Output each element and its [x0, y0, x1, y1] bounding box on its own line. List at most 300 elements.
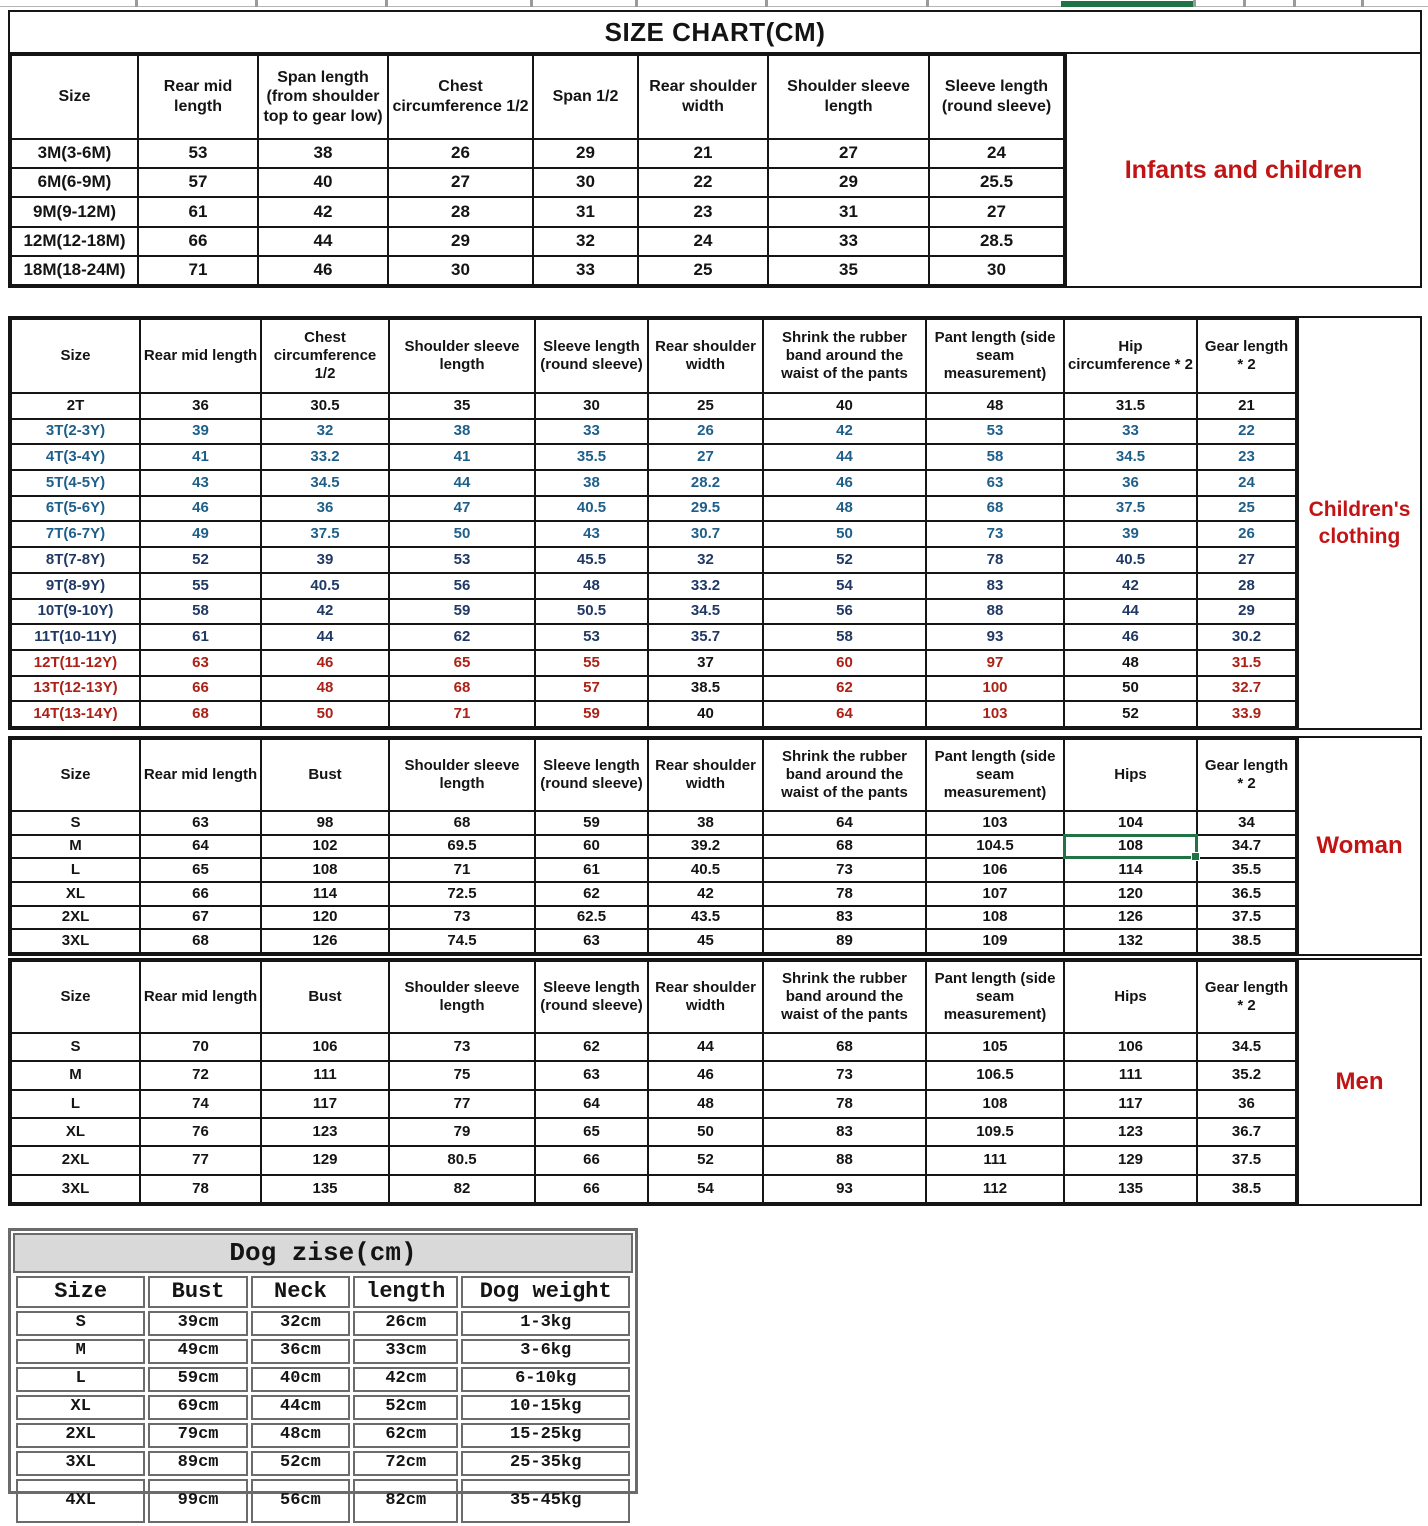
- value-cell[interactable]: 36: [1064, 470, 1197, 496]
- value-cell[interactable]: 31: [768, 197, 929, 226]
- value-cell[interactable]: 29: [533, 139, 638, 168]
- value-cell[interactable]: 123: [1064, 1118, 1197, 1146]
- value-cell[interactable]: 21: [1197, 393, 1296, 419]
- value-cell[interactable]: 23: [638, 197, 768, 226]
- value-cell[interactable]: 31: [533, 197, 638, 226]
- value-cell[interactable]: 103: [926, 811, 1064, 835]
- value-cell[interactable]: 46: [1064, 624, 1197, 650]
- value-cell[interactable]: 68: [763, 835, 926, 859]
- row-size-cell[interactable]: 12T(11-12Y): [11, 650, 140, 676]
- value-cell[interactable]: 58: [140, 599, 261, 625]
- row-size-cell[interactable]: 3XL: [16, 1451, 145, 1476]
- value-cell[interactable]: 107: [926, 882, 1064, 906]
- value-cell[interactable]: 62cm: [353, 1423, 458, 1448]
- column-header[interactable]: Dog weight: [461, 1276, 630, 1308]
- value-cell[interactable]: 109.5: [926, 1118, 1064, 1146]
- value-cell[interactable]: 78: [140, 1175, 261, 1203]
- row-size-cell[interactable]: 2XL: [11, 1146, 140, 1174]
- value-cell[interactable]: 61: [535, 858, 648, 882]
- value-cell[interactable]: 32: [648, 547, 763, 573]
- value-cell[interactable]: 33: [1064, 419, 1197, 445]
- value-cell[interactable]: 109: [926, 929, 1064, 953]
- row-size-cell[interactable]: XL: [11, 1118, 140, 1146]
- value-cell[interactable]: 35.7: [648, 624, 763, 650]
- value-cell[interactable]: 65: [389, 650, 535, 676]
- row-size-cell[interactable]: 3XL: [11, 929, 140, 953]
- woman-label[interactable]: Woman: [1297, 738, 1420, 954]
- value-cell[interactable]: 42: [648, 882, 763, 906]
- column-header[interactable]: Bust: [261, 739, 389, 811]
- value-cell[interactable]: 82: [389, 1175, 535, 1203]
- column-header[interactable]: Shoulder sleeve length: [389, 739, 535, 811]
- value-cell[interactable]: 31.5: [1064, 393, 1197, 419]
- value-cell[interactable]: 60: [535, 835, 648, 859]
- value-cell[interactable]: 28.5: [929, 227, 1064, 256]
- column-header[interactable]: Gear length * 2: [1197, 739, 1296, 811]
- value-cell[interactable]: 106: [926, 858, 1064, 882]
- column-header[interactable]: Size: [16, 1276, 145, 1308]
- value-cell[interactable]: 39cm: [148, 1311, 247, 1336]
- value-cell[interactable]: 39: [261, 547, 389, 573]
- value-cell[interactable]: 65: [140, 858, 261, 882]
- value-cell[interactable]: 64: [535, 1090, 648, 1118]
- value-cell[interactable]: 30.2: [1197, 624, 1296, 650]
- value-cell[interactable]: 64: [763, 701, 926, 727]
- value-cell[interactable]: 27: [768, 139, 929, 168]
- value-cell[interactable]: 48: [648, 1090, 763, 1118]
- value-cell[interactable]: 111: [926, 1146, 1064, 1174]
- value-cell[interactable]: 36: [140, 393, 261, 419]
- value-cell[interactable]: 33.9: [1197, 701, 1296, 727]
- column-header[interactable]: Span 1/2: [533, 55, 638, 139]
- value-cell[interactable]: 50: [648, 1118, 763, 1146]
- row-size-cell[interactable]: 12M(12-18M): [11, 227, 138, 256]
- row-size-cell[interactable]: 3M(3-6M): [11, 139, 138, 168]
- value-cell[interactable]: 35.5: [535, 444, 648, 470]
- column-header[interactable]: Chest circumference 1/2: [261, 319, 389, 393]
- value-cell[interactable]: 27: [1197, 547, 1296, 573]
- column-header[interactable]: Rear mid length: [138, 55, 258, 139]
- value-cell[interactable]: 106: [261, 1033, 389, 1061]
- value-cell[interactable]: 66: [138, 227, 258, 256]
- value-cell[interactable]: 46: [763, 470, 926, 496]
- value-cell[interactable]: 36: [261, 496, 389, 522]
- value-cell[interactable]: 54: [648, 1175, 763, 1203]
- value-cell[interactable]: 37.5: [1197, 906, 1296, 930]
- value-cell[interactable]: 47: [389, 496, 535, 522]
- value-cell[interactable]: 43.5: [648, 906, 763, 930]
- column-header[interactable]: Sleeve length (round sleeve): [535, 319, 648, 393]
- row-size-cell[interactable]: 2T: [11, 393, 140, 419]
- value-cell[interactable]: 49: [140, 521, 261, 547]
- row-size-cell[interactable]: XL: [11, 882, 140, 906]
- value-cell[interactable]: 26: [388, 139, 533, 168]
- value-cell[interactable]: 79: [389, 1118, 535, 1146]
- value-cell[interactable]: 62: [763, 676, 926, 702]
- value-cell[interactable]: 62.5: [535, 906, 648, 930]
- value-cell[interactable]: 82cm: [353, 1479, 458, 1523]
- row-size-cell[interactable]: 8T(7-8Y): [11, 547, 140, 573]
- value-cell[interactable]: 50: [763, 521, 926, 547]
- value-cell[interactable]: 104.5: [926, 835, 1064, 859]
- column-header[interactable]: Neck: [251, 1276, 350, 1308]
- value-cell[interactable]: 50.5: [535, 599, 648, 625]
- value-cell[interactable]: 33.2: [261, 444, 389, 470]
- value-cell[interactable]: 117: [261, 1090, 389, 1118]
- value-cell[interactable]: 80.5: [389, 1146, 535, 1174]
- value-cell[interactable]: 62: [535, 1033, 648, 1061]
- value-cell[interactable]: 67: [140, 906, 261, 930]
- column-header[interactable]: Size: [11, 739, 140, 811]
- value-cell[interactable]: 34.5: [261, 470, 389, 496]
- column-header[interactable]: Span length (from shoulder top to gear low): [258, 55, 388, 139]
- value-cell[interactable]: 114: [261, 882, 389, 906]
- column-header[interactable]: Sleeve length (round sleeve): [535, 961, 648, 1033]
- value-cell[interactable]: 44: [1064, 599, 1197, 625]
- value-cell[interactable]: 29.5: [648, 496, 763, 522]
- column-header[interactable]: Shoulder sleeve length: [389, 319, 535, 393]
- value-cell[interactable]: 61: [138, 197, 258, 226]
- value-cell[interactable]: 39.2: [648, 835, 763, 859]
- value-cell[interactable]: 40cm: [251, 1367, 350, 1392]
- value-cell[interactable]: 46: [261, 650, 389, 676]
- row-size-cell[interactable]: 10T(9-10Y): [11, 599, 140, 625]
- value-cell[interactable]: 70: [140, 1033, 261, 1061]
- row-size-cell[interactable]: L: [16, 1367, 145, 1392]
- value-cell[interactable]: 38.5: [1197, 1175, 1296, 1203]
- value-cell[interactable]: 66: [535, 1146, 648, 1174]
- value-cell[interactable]: 58: [926, 444, 1064, 470]
- value-cell[interactable]: 31.5: [1197, 650, 1296, 676]
- value-cell[interactable]: 72cm: [353, 1451, 458, 1476]
- value-cell[interactable]: 30: [388, 256, 533, 285]
- value-cell[interactable]: 135: [1064, 1175, 1197, 1203]
- value-cell[interactable]: 44: [389, 470, 535, 496]
- value-cell[interactable]: 68: [389, 811, 535, 835]
- row-size-cell[interactable]: 3T(2-3Y): [11, 419, 140, 445]
- value-cell[interactable]: 40: [258, 168, 388, 197]
- value-cell[interactable]: 30: [929, 256, 1064, 285]
- value-cell[interactable]: 24: [929, 139, 1064, 168]
- value-cell[interactable]: 26cm: [353, 1311, 458, 1336]
- value-cell[interactable]: 42: [763, 419, 926, 445]
- value-cell[interactable]: 37.5: [1197, 1146, 1296, 1174]
- value-cell[interactable]: 126: [1064, 906, 1197, 930]
- value-cell[interactable]: 73: [763, 858, 926, 882]
- value-cell[interactable]: 26: [648, 419, 763, 445]
- value-cell[interactable]: 63: [926, 470, 1064, 496]
- value-cell[interactable]: 89cm: [148, 1451, 247, 1476]
- value-cell[interactable]: 64: [763, 811, 926, 835]
- row-size-cell[interactable]: L: [11, 1090, 140, 1118]
- row-size-cell[interactable]: 9M(9-12M): [11, 197, 138, 226]
- column-header[interactable]: Pant length (side seam measurement): [926, 961, 1064, 1033]
- value-cell[interactable]: 52: [763, 547, 926, 573]
- value-cell[interactable]: 48cm: [251, 1423, 350, 1448]
- value-cell[interactable]: 89: [763, 929, 926, 953]
- value-cell[interactable]: 71: [389, 701, 535, 727]
- row-size-cell[interactable]: M: [11, 1061, 140, 1089]
- value-cell[interactable]: 50: [1064, 676, 1197, 702]
- value-cell[interactable]: 28: [388, 197, 533, 226]
- column-header[interactable]: Shoulder sleeve length: [389, 961, 535, 1033]
- value-cell[interactable]: 25: [648, 393, 763, 419]
- value-cell[interactable]: 27: [929, 197, 1064, 226]
- value-cell[interactable]: 39: [140, 419, 261, 445]
- value-cell[interactable]: 38.5: [1197, 929, 1296, 953]
- row-size-cell[interactable]: XL: [16, 1395, 145, 1420]
- value-cell[interactable]: 52cm: [353, 1395, 458, 1420]
- value-cell[interactable]: 68: [389, 676, 535, 702]
- value-cell[interactable]: 74: [140, 1090, 261, 1118]
- value-cell[interactable]: 38: [535, 470, 648, 496]
- row-size-cell[interactable]: S: [11, 1033, 140, 1061]
- column-header[interactable]: Gear length * 2: [1197, 961, 1296, 1033]
- value-cell[interactable]: 77: [389, 1090, 535, 1118]
- value-cell[interactable]: 24: [638, 227, 768, 256]
- value-cell[interactable]: 69cm: [148, 1395, 247, 1420]
- value-cell[interactable]: 29: [768, 168, 929, 197]
- value-cell[interactable]: 88: [926, 599, 1064, 625]
- value-cell[interactable]: 28.2: [648, 470, 763, 496]
- row-size-cell[interactable]: 6T(5-6Y): [11, 496, 140, 522]
- value-cell[interactable]: 66: [140, 882, 261, 906]
- value-cell[interactable]: 35-45kg: [461, 1479, 630, 1523]
- value-cell[interactable]: 106.5: [926, 1061, 1064, 1089]
- value-cell[interactable]: 53: [926, 419, 1064, 445]
- value-cell[interactable]: 99cm: [148, 1479, 247, 1523]
- value-cell[interactable]: 48: [1064, 650, 1197, 676]
- value-cell[interactable]: 25: [638, 256, 768, 285]
- infants-label[interactable]: Infants and children: [1065, 54, 1420, 286]
- value-cell[interactable]: 49cm: [148, 1339, 247, 1364]
- column-header[interactable]: Hips: [1064, 739, 1197, 811]
- value-cell[interactable]: 104: [1064, 811, 1197, 835]
- value-cell[interactable]: 1-3kg: [461, 1311, 630, 1336]
- value-cell[interactable]: 56cm: [251, 1479, 350, 1523]
- value-cell[interactable]: 66: [535, 1175, 648, 1203]
- value-cell[interactable]: 75: [389, 1061, 535, 1089]
- value-cell[interactable]: 48: [763, 496, 926, 522]
- value-cell[interactable]: 36cm: [251, 1339, 350, 1364]
- value-cell[interactable]: 35: [768, 256, 929, 285]
- value-cell[interactable]: 129: [1064, 1146, 1197, 1174]
- value-cell[interactable]: 132: [1064, 929, 1197, 953]
- value-cell[interactable]: 108: [926, 1090, 1064, 1118]
- value-cell[interactable]: 40.5: [648, 858, 763, 882]
- value-cell[interactable]: 68: [926, 496, 1064, 522]
- column-header[interactable]: Chest circumference 1/2: [388, 55, 533, 139]
- value-cell[interactable]: 35.5: [1197, 858, 1296, 882]
- value-cell[interactable]: 105: [926, 1033, 1064, 1061]
- value-cell[interactable]: 44: [258, 227, 388, 256]
- value-cell[interactable]: 33: [768, 227, 929, 256]
- value-cell[interactable]: 34.7: [1197, 835, 1296, 859]
- value-cell[interactable]: 71: [138, 256, 258, 285]
- column-header[interactable]: Shrink the rubber band around the waist of the pants: [763, 319, 926, 393]
- value-cell[interactable]: 38: [258, 139, 388, 168]
- value-cell[interactable]: 108: [261, 858, 389, 882]
- value-cell[interactable]: 37.5: [1064, 496, 1197, 522]
- value-cell[interactable]: 40: [648, 701, 763, 727]
- value-cell[interactable]: 43: [535, 521, 648, 547]
- value-cell[interactable]: 38: [648, 811, 763, 835]
- column-header[interactable]: Sleeve length (round sleeve): [929, 55, 1064, 139]
- value-cell[interactable]: 3-6kg: [461, 1339, 630, 1364]
- row-size-cell[interactable]: 2XL: [11, 906, 140, 930]
- value-cell[interactable]: 66: [140, 676, 261, 702]
- value-cell[interactable]: 73: [389, 906, 535, 930]
- value-cell[interactable]: 44: [763, 444, 926, 470]
- value-cell[interactable]: 33: [535, 419, 648, 445]
- value-cell[interactable]: 25: [1197, 496, 1296, 522]
- value-cell[interactable]: 24: [1197, 470, 1296, 496]
- value-cell[interactable]: 36: [1197, 1090, 1296, 1118]
- row-size-cell[interactable]: 6M(6-9M): [11, 168, 138, 197]
- row-size-cell[interactable]: 18M(18-24M): [11, 256, 138, 285]
- value-cell[interactable]: 117: [1064, 1090, 1197, 1118]
- value-cell[interactable]: 97: [926, 650, 1064, 676]
- value-cell[interactable]: 22: [638, 168, 768, 197]
- value-cell[interactable]: 52: [1064, 701, 1197, 727]
- row-size-cell[interactable]: M: [16, 1339, 145, 1364]
- value-cell[interactable]: 36.5: [1197, 882, 1296, 906]
- value-cell[interactable]: 64: [140, 835, 261, 859]
- value-cell[interactable]: 52: [140, 547, 261, 573]
- value-cell[interactable]: 41: [389, 444, 535, 470]
- column-header[interactable]: Hip circumference * 2: [1064, 319, 1197, 393]
- value-cell[interactable]: 68: [763, 1033, 926, 1061]
- value-cell[interactable]: 39: [1064, 521, 1197, 547]
- column-header[interactable]: Size: [11, 319, 140, 393]
- value-cell[interactable]: 62: [535, 882, 648, 906]
- value-cell[interactable]: 123: [261, 1118, 389, 1146]
- value-cell[interactable]: 44cm: [251, 1395, 350, 1420]
- value-cell[interactable]: 59cm: [148, 1367, 247, 1392]
- value-cell[interactable]: 73: [926, 521, 1064, 547]
- column-header[interactable]: Shrink the rubber band around the waist of the pants: [763, 961, 926, 1033]
- value-cell[interactable]: 23: [1197, 444, 1296, 470]
- value-cell[interactable]: 55: [140, 573, 261, 599]
- value-cell[interactable]: 73: [763, 1061, 926, 1089]
- value-cell[interactable]: 56: [763, 599, 926, 625]
- children-label[interactable]: Children's clothing: [1297, 318, 1420, 728]
- value-cell[interactable]: 53: [138, 139, 258, 168]
- value-cell[interactable]: 30: [535, 393, 648, 419]
- value-cell[interactable]: 44: [261, 624, 389, 650]
- value-cell[interactable]: 103: [926, 701, 1064, 727]
- value-cell[interactable]: 63: [140, 811, 261, 835]
- value-cell[interactable]: 42: [261, 599, 389, 625]
- value-cell[interactable]: 48: [261, 676, 389, 702]
- value-cell[interactable]: 129: [261, 1146, 389, 1174]
- column-header[interactable]: Rear mid length: [140, 319, 261, 393]
- value-cell[interactable]: 61: [140, 624, 261, 650]
- row-size-cell[interactable]: 7T(6-7Y): [11, 521, 140, 547]
- value-cell[interactable]: 41: [140, 444, 261, 470]
- value-cell[interactable]: 88: [763, 1146, 926, 1174]
- value-cell[interactable]: 25-35kg: [461, 1451, 630, 1476]
- value-cell[interactable]: 21: [638, 139, 768, 168]
- value-cell[interactable]: 57: [138, 168, 258, 197]
- value-cell[interactable]: 35.2: [1197, 1061, 1296, 1089]
- value-cell[interactable]: 108: [1064, 835, 1197, 859]
- value-cell[interactable]: 37.5: [261, 521, 389, 547]
- men-label[interactable]: Men: [1297, 960, 1420, 1204]
- value-cell[interactable]: 30.5: [261, 393, 389, 419]
- value-cell[interactable]: 32.7: [1197, 676, 1296, 702]
- value-cell[interactable]: 68: [140, 929, 261, 953]
- value-cell[interactable]: 71: [389, 858, 535, 882]
- value-cell[interactable]: 10-15kg: [461, 1395, 630, 1420]
- value-cell[interactable]: 55: [535, 650, 648, 676]
- value-cell[interactable]: 60: [763, 650, 926, 676]
- value-cell[interactable]: 59: [389, 599, 535, 625]
- value-cell[interactable]: 63: [535, 929, 648, 953]
- value-cell[interactable]: 22: [1197, 419, 1296, 445]
- value-cell[interactable]: 73: [389, 1033, 535, 1061]
- column-header[interactable]: Hips: [1064, 961, 1197, 1033]
- value-cell[interactable]: 126: [261, 929, 389, 953]
- value-cell[interactable]: 30: [533, 168, 638, 197]
- row-size-cell[interactable]: S: [16, 1311, 145, 1336]
- row-size-cell[interactable]: 14T(13-14Y): [11, 701, 140, 727]
- value-cell[interactable]: 36.7: [1197, 1118, 1296, 1146]
- value-cell[interactable]: 111: [261, 1061, 389, 1089]
- column-header[interactable]: Rear shoulder width: [648, 319, 763, 393]
- value-cell[interactable]: 26: [1197, 521, 1296, 547]
- value-cell[interactable]: 53: [535, 624, 648, 650]
- column-header[interactable]: Rear mid length: [140, 961, 261, 1033]
- row-size-cell[interactable]: 4T(3-4Y): [11, 444, 140, 470]
- column-header[interactable]: Shoulder sleeve length: [768, 55, 929, 139]
- value-cell[interactable]: 112: [926, 1175, 1064, 1203]
- value-cell[interactable]: 40.5: [535, 496, 648, 522]
- row-size-cell[interactable]: 3XL: [11, 1175, 140, 1203]
- value-cell[interactable]: 77: [140, 1146, 261, 1174]
- column-header[interactable]: Bust: [148, 1276, 247, 1308]
- value-cell[interactable]: 53: [389, 547, 535, 573]
- value-cell[interactable]: 63: [140, 650, 261, 676]
- value-cell[interactable]: 37: [648, 650, 763, 676]
- value-cell[interactable]: 120: [1064, 882, 1197, 906]
- row-size-cell[interactable]: 9T(8-9Y): [11, 573, 140, 599]
- value-cell[interactable]: 52: [648, 1146, 763, 1174]
- row-size-cell[interactable]: L: [11, 858, 140, 882]
- value-cell[interactable]: 42cm: [353, 1367, 458, 1392]
- value-cell[interactable]: 6-10kg: [461, 1367, 630, 1392]
- value-cell[interactable]: 34: [1197, 811, 1296, 835]
- row-size-cell[interactable]: 11T(10-11Y): [11, 624, 140, 650]
- value-cell[interactable]: 58: [763, 624, 926, 650]
- value-cell[interactable]: 79cm: [148, 1423, 247, 1448]
- value-cell[interactable]: 54: [763, 573, 926, 599]
- value-cell[interactable]: 63: [535, 1061, 648, 1089]
- value-cell[interactable]: 69.5: [389, 835, 535, 859]
- value-cell[interactable]: 46: [140, 496, 261, 522]
- value-cell[interactable]: 44: [648, 1033, 763, 1061]
- column-header[interactable]: Pant length (side seam measurement): [926, 739, 1064, 811]
- column-header[interactable]: Bust: [261, 961, 389, 1033]
- value-cell[interactable]: 29: [388, 227, 533, 256]
- value-cell[interactable]: 106: [1064, 1033, 1197, 1061]
- row-size-cell[interactable]: M: [11, 835, 140, 859]
- value-cell[interactable]: 48: [926, 393, 1064, 419]
- value-cell[interactable]: 108: [926, 906, 1064, 930]
- value-cell[interactable]: 135: [261, 1175, 389, 1203]
- value-cell[interactable]: 34.5: [648, 599, 763, 625]
- value-cell[interactable]: 50: [389, 521, 535, 547]
